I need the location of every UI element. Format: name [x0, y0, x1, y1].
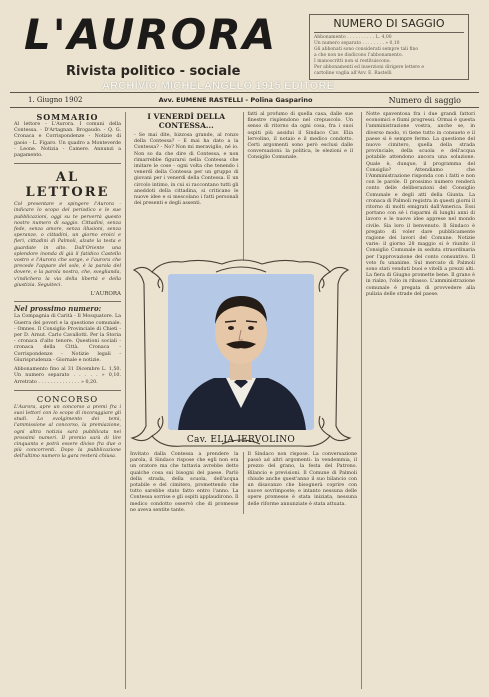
- editor-line: Avv. EUMENE RASTELLI - Polina Gasparino: [158, 96, 313, 104]
- portrait-caption: Cav. ELIA IERVOLINO: [186, 435, 296, 445]
- middle-bottom-left-text: Invitato dalla Contessa a prendere la parola, il Sindaco rispose che egli non era un oratore ma che tuttavia avrebbe detto qualche cosa sui bisogni del paese. Parlò della strada, della scuola, dell'acqua potabile e del cimitero, promettendo che tutto sarebbe stato fatto entro l'anno. La Contessa sorrise e gli ospiti applaudirono. Il medico condotto osservò che di promesse ne aveva sentite tante.: [130, 452, 239, 513]
- subscription-row: cartoline vaglia all'Avv. E. Rastelli: [314, 71, 392, 76]
- prossimo-text: La Compagnia di Carità - Il Mosquatore. La Guerra dei poveri e la questione comunale. - Omnes. Il Consiglio Provinciale di Chieti - per D. Arnut. Carlo Cavallotti. Per la Storia - cronaca d'alto tenore. Questioni sociali - cronaca della Città. Cronaca - Corrispondenze - Notizie legali - Giurisprudenza - Giornale e notizie.: [14, 314, 121, 363]
- sommario-text: Al lettore - L'Aurora. I comuni della Contessa. - D'Artagnan. Brogaudo. - Q. G. Cronaca e Corrispondenze - Notizie di gaoio - L. Figaro. Un quadro a Monteverde - Leone. Notizia - Camere. Annunzi a pagamento.: [14, 122, 121, 159]
- subscription-row: Abbonamento . . . . . . . . . . L. 4,00: [314, 35, 392, 40]
- venerdi-heading: I VENERDÌ DELLA CONTESSA...: [147, 112, 226, 130]
- divider: [14, 390, 121, 391]
- middle-bottom-right-text: Il Sindaco non rispose. La conversazione passò ad altri argomenti: la vendemmia, il prezzo del grano, la festa del Patrono. Bilancio e previsioni. Il Comune di Palmoli chiude anche quest'anno il suo bilancio con un disavanzo che bisognerà coprire con nuove sovrimposte; e intanto nessuna delle opere promesse è stata iniziata, nessuna delle riforme annunziate è stata attuata.: [247, 452, 357, 507]
- venerdi-text: - Se mai dite, bizzosa grande, al ronzo della Contessa? - E mai ha dato a la Contessa? - No? Non mi meraviglio, né io. Non so da che dire di Contessa, e non rimarrebbe figurarsi nella Contessa che imitare le cose - ogni volta che tenendo i venerdì della Contessa per un gruppo di giovani per i venerdì della Contessa. E un circolo intimo, in cui si raccontano tutti gli aneddoti della cittadina, si criticano le nuove idee e si mescolano i fatti personali dei presenti e degli assenti.: [134, 133, 239, 207]
- subscription-box: [309, 14, 469, 80]
- subscription-row: I manoscritti non si restituiscono.: [314, 59, 391, 64]
- subscription-rows: [314, 35, 464, 77]
- middle-right-text: fatti al profumo di quella casa, dalle sue finestre risplendono nel crepuscolo. Un senso di ritorno da ogni cosa, fra i suoi ospiti più assidui il Sindaco Cav. Elia Iervolino, il notaio e il medico condotto. Certi argomenti sono però esclusi dalle conversazioni: la politica, le elezioni e il Consiglio Comunale.: [247, 112, 353, 161]
- concorso-text: L'Aurora, apre un concorso a premi fra i suoi lettori con lo scopo di incoraggiare gli studi. Lo svolgimento dei temi, l'ammissione al concorso, la premiazione, ogni altra notizia sarà pubblicata nei prossimi numeri. Il premio sarà di lire cinquanta e potrà essere diviso fra due o più concorrenti. Dopo la pubblicazione dell'ultimo numero la gara resterà chiusa.: [14, 404, 121, 460]
- subscription-row: a che non ne disdicono l'abbonamento.: [314, 53, 403, 58]
- al-lettore-text: Col presentare e spingere l'Aurora - indicare lo scopo del periodico e le sue pubblicazioni, oggi su te perverrà questo nostro numero di saggio. Cittadini, senza fede, senza amore, senza illusioni, senza speranze, o cittadini, un giorno eroici e fieri, cittadini di Palmoli, alzate la testa e guardate in alto. Dall'Oriente una splendore inonda di già il fatidico Castello vostro e l'Aurora che sorge, e l'aurora che precede l'appare del sole, è la parola del dovere, e la parola nostra, che, sveglianda, v'indichera la via della libertà e della giustizia. Seguiteci.: [14, 202, 121, 288]
- newspaper-title: L'AURORA: [24, 10, 278, 59]
- archive-watermark: ARCHIVIO MICHELANGELO 1915 EDITORE: [102, 80, 335, 92]
- divider: [14, 163, 121, 164]
- divider: [14, 301, 121, 302]
- middle-top: [130, 112, 357, 260]
- subscription-row: Gli abbonati sono considerati sempre tali fino: [314, 47, 419, 52]
- sommario-heading: SOMMARIO: [36, 112, 99, 122]
- subscription-text: Abbonamento fino al 31 Dicembre L. 1,50. Un numero separato . . . . . » 0,10. Arretrato . . . . . . . . . . . . . . » 0,20.: [14, 367, 121, 385]
- right-column-text: Notte spaventosa fra i due grandi fattori economici e fiumi progressi. Ormai è questa l'amministrazione vostra, anche se, in diverso modo, vi tiene tutto in consueto e il paese si è sempre fermo. La questione del nuovo cimitero, quella della strada provinciale, della scuola e dell'acqua potabile attendono ancora una soluzione. Quale è, dunque, il programma del Consiglio? Attendiamo che l'Amministrazione risponda con i fatti e non con le parole. Il prossimo numero renderà conto delle deliberazioni del Consiglio Comunale e degli atti della Giunta. La cronaca di Palmoli registra in questi giorni il ritorno di molti emigrati dall'America. Essi portano con sé i risparmi di lunghi anni di lavoro e le nuove idee apprese nel mondo civile. Sia loro il benvenuto. Il Sindaco è pregato di voler dare pubblicamente ragione dei lavori del Comune. Notizie varie: il giorno 28 maggio si è riunito il Consiglio Comunale in seduta straordinaria per l'approvazione del conto consuntivo. Il voto fu unanime. Sul mercato di Palmoli sono stati venduti buoi e vitelli a prezzi alti. La fiera di Giugno promette bene. Il grano è in rialzo, l'olio in ribasso. L'amministrazione comunale è pregata di provvedere alla pulizia delle strade del paese.: [366, 112, 475, 297]
- middle-right-column: [244, 112, 358, 260]
- dateline: [10, 92, 479, 108]
- al-lettore-heading: AL LETTORE: [25, 170, 110, 201]
- concorso-heading: CONCORSO: [36, 394, 99, 405]
- masthead: [10, 6, 479, 106]
- middle-bottom-right: [244, 452, 362, 514]
- subscription-row: Per abbonamenti ed inserzioni dirigere lettere e: [314, 65, 425, 70]
- column-right: [362, 112, 479, 689]
- middle-bottom-left: [126, 452, 244, 514]
- columns: [10, 112, 479, 689]
- prossimo-heading: Nel prossimo numero:: [14, 304, 102, 314]
- subscription-row: Un numero separato . . . . . . . . » 0,10: [314, 41, 400, 46]
- issue-number: Numero di saggio: [388, 95, 461, 105]
- newspaper-subtitle: Rivista politico - sociale: [66, 64, 241, 79]
- middle-bottom: [126, 452, 361, 514]
- issue-date: 1. Giugno 1902: [28, 96, 83, 104]
- column-middle: [126, 112, 362, 689]
- portrait-illustration: [122, 258, 360, 450]
- subscription-box-title: NUMERO DI SAGGIO: [314, 17, 464, 33]
- signature: L'AURORA: [90, 291, 121, 298]
- column-left: [10, 112, 126, 689]
- venerdi-column: [130, 112, 244, 260]
